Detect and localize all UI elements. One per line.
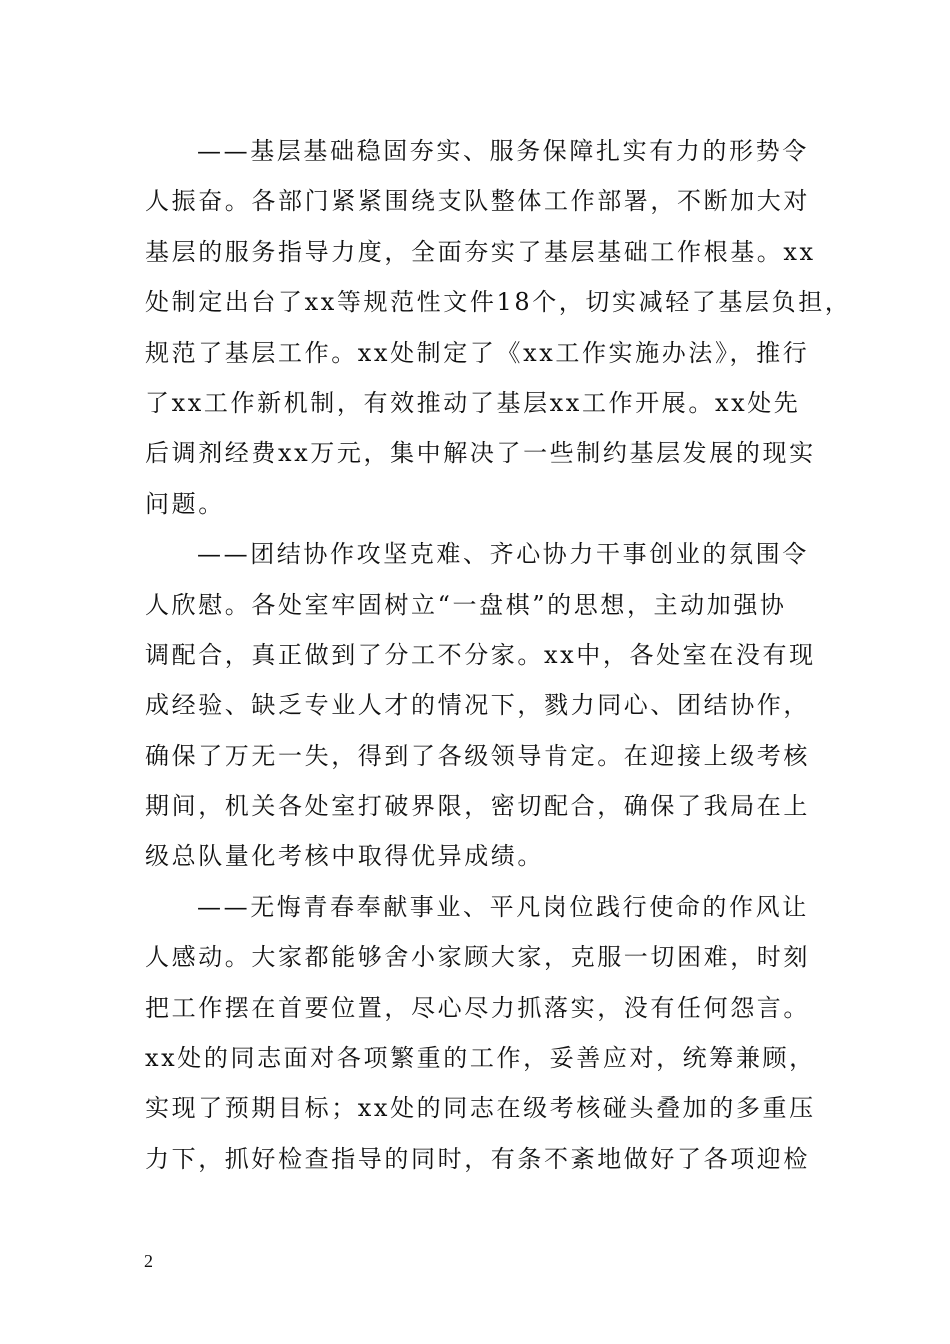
text-line: 力下，抓好检查指导的同时，有条不紊地做好了各项迎检 [145, 1144, 810, 1173]
text-line: 期间，机关各处室打破界限，密切配合，确保了我局在上 [145, 792, 810, 821]
text-line: 了xx工作新机制，有效推动了基层xx工作开展。xx处先 [145, 388, 801, 417]
text-line: ——无悔青春奉献事业、平凡岗位践行使命的作风让 [197, 892, 809, 921]
text-line: 规范了基层工作。xx处制定了《xx工作实施办法》，推行 [145, 338, 810, 367]
paragraph-teamwork [145, 529, 816, 882]
text-line: 实现了预期目标；xx处的同志在级考核碰头叠加的多重压 [145, 1094, 816, 1123]
paragraph-dedication [145, 882, 816, 1184]
text-line: 人欣慰。各处室牢固树立“一盘棋”的思想，主动加强协 [145, 590, 787, 619]
text-line: ——基层基础稳固夯实、服务保障扎实有力的形势令 [197, 137, 809, 165]
text-line: 基层的服务指导力度，全面夯实了基层基础工作根基。xx [145, 237, 816, 266]
text-line: 成经验、缺乏专业人才的情况下，戮力同心、团结协作， [145, 691, 810, 720]
text-line: 把工作摆在首要位置，尽心尽力抓落实，没有任何怨言。 [145, 993, 810, 1022]
text-line: 人感动。大家都能够舍小家顾大家，克服一切困难，时刻 [145, 943, 810, 972]
text-line: 后调剂经费xx万元，集中解决了一些制约基层发展的现实 [145, 439, 816, 468]
text-line: ——团结协作攻坚克难、齐心协力干事创业的氛围令 [197, 540, 809, 569]
text-line: xx处的同志面对各项繁重的工作，妥善应对，统筹兼顾， [145, 1044, 816, 1073]
text-line: 级总队量化考核中取得优异成绩。 [145, 842, 544, 871]
text-line: 确保了万无一失，得到了各级领导肯定。在迎接上级考核 [145, 741, 810, 770]
body-text [145, 126, 852, 1184]
text-line: 处制定出台了xx等规范性文件18个，切实减轻了基层负担， [145, 288, 852, 317]
text-line: 问题。 [145, 489, 225, 518]
text-line: 调配合，真正做到了分工不分家。xx中，各处室在没有现 [145, 640, 816, 669]
paragraph-grassroots [145, 126, 852, 529]
page-number: 2 [144, 1251, 153, 1271]
text-line: 人振奋。各部门紧紧围绕支队整体工作部署，不断加大对 [145, 187, 810, 216]
